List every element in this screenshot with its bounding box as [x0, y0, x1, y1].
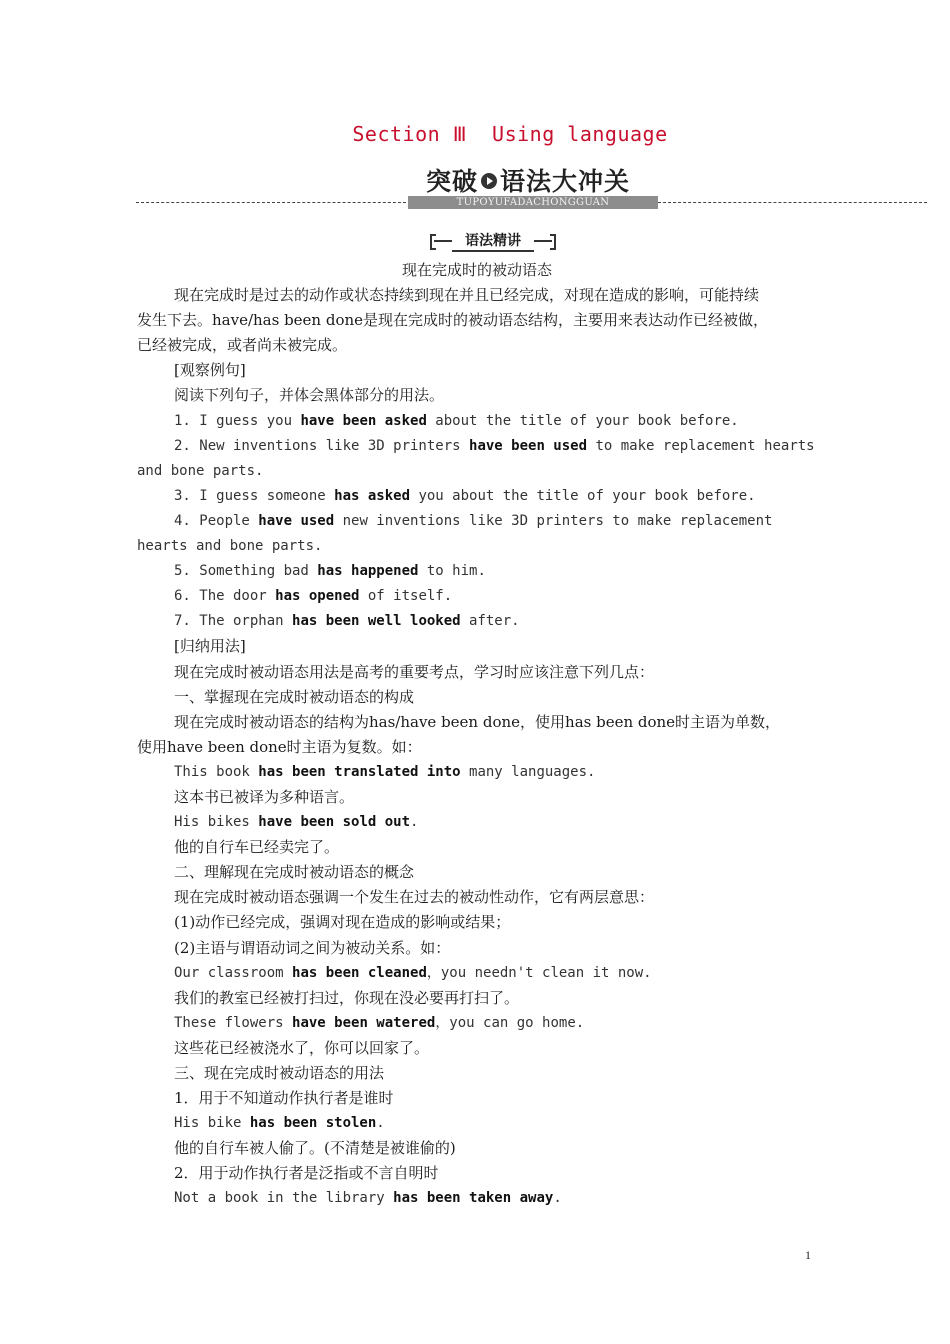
- banner-heading: [426, 163, 630, 197]
- paragraph-line: 使用have been done时主语为复数。如：: [137, 737, 422, 756]
- translation-line: 他的自行车已经卖完了。: [174, 838, 340, 857]
- example-sentence: and bone parts.: [137, 462, 264, 479]
- translation-line: 他的自行车被人偷了。(不清楚是被谁偷的): [174, 1139, 456, 1158]
- paragraph-line: 现在完成时被动语态的结构为has/have been done，使用has been done时主语为单数，: [174, 712, 781, 731]
- section-label: [观察例句]: [174, 361, 246, 380]
- example-sentence: 3. I guess someone has asked you about the title of your book before.: [174, 487, 756, 504]
- example-sentence: Not a book in the library has been taken away.: [174, 1190, 562, 1207]
- paragraph-line: (2)主语与谓语动词之间为被动关系。如：: [174, 938, 451, 957]
- paragraph-line: 现在完成时被动语态用法是高考的重要考点，学习时应该注意下列几点：: [174, 662, 655, 681]
- paragraph-line: 现在完成时是过去的动作或状态持续到现在并且已经完成，对现在造成的影响，可能持续: [174, 286, 760, 305]
- usage-heading: 1．用于不知道动作执行者是谁时: [174, 1089, 394, 1108]
- example-sentence: Our classroom has been cleaned，you needn't clean it now.: [174, 964, 652, 981]
- grammar-subheading: [430, 232, 556, 250]
- banner-divider-right: [658, 202, 927, 203]
- banner-heading-right: 语法大冲关: [500, 167, 631, 196]
- example-sentence: 2. New inventions like 3D printers have been used to make replacement hearts: [174, 437, 815, 454]
- example-sentence: These flowers have been watered，you can go home.: [174, 1014, 585, 1031]
- paragraph-line: 阅读下列句子，并体会黑体部分的用法。: [174, 386, 445, 405]
- bracket-right-icon: [550, 234, 556, 250]
- point-heading: 二、理解现在完成时被动语态的概念: [174, 863, 415, 882]
- example-sentence: 5. Something bad has happened to him.: [174, 563, 486, 580]
- example-sentence: This book has been translated into many languages.: [174, 763, 596, 780]
- grammar-subheading-label: 语法精讲: [465, 233, 521, 249]
- example-sentence: His bike has been stolen.: [174, 1115, 385, 1132]
- example-sentence: 7. The orphan has been well looked after.: [174, 613, 520, 630]
- topic-title: 现在完成时的被动语态: [401, 261, 552, 279]
- point-heading: 一、掌握现在完成时被动语态的构成: [174, 687, 415, 706]
- document-body: [137, 258, 817, 1212]
- example-sentence: 1. I guess you have been asked about the title of your book before.: [174, 412, 739, 429]
- bracket-left-icon: [430, 234, 436, 250]
- paragraph-line: 现在完成时被动语态强调一个发生在过去的被动性动作，它有两层意思：: [174, 888, 655, 907]
- translation-line: 我们的教室已经被打扫过，你现在没必要再打扫了。: [174, 988, 520, 1007]
- paragraph-line: 已经被完成，或者尚未被完成。: [137, 336, 348, 355]
- section-title: Section Ⅲ Using language: [352, 122, 668, 146]
- banner-heading-left: 突破: [426, 167, 479, 196]
- section-label: [归纳用法]: [174, 637, 246, 656]
- point-heading: 三、现在完成时被动语态的用法: [174, 1064, 385, 1082]
- arrow-circle-icon: [481, 173, 497, 189]
- banner-pinyin: TUPOYUFADACHONGGUAN: [408, 196, 658, 209]
- translation-line: 这些花已经被浇水了，你可以回家了。: [174, 1038, 430, 1057]
- usage-heading: 2．用于动作执行者是泛指或不言自明时: [174, 1164, 439, 1183]
- translation-line: 这本书已被译为多种语言。: [174, 787, 355, 806]
- banner-divider-left: [136, 202, 406, 203]
- paragraph-line: 发生下去。have/has been done是现在完成时的被动语态结构，主要用来表达动作已经被做，: [137, 311, 769, 330]
- example-sentence: hearts and bone parts.: [137, 538, 323, 555]
- page-number: 1: [805, 1248, 811, 1262]
- subheading-underline: [452, 250, 534, 252]
- paragraph-line: (1)动作已经完成，强调对现在造成的影响或结果；: [174, 913, 511, 932]
- example-sentence: 4. People have used new inventions like 3D printers to make replacement: [174, 512, 773, 529]
- example-sentence: 6. The door has opened of itself.: [174, 588, 453, 605]
- section-banner: [136, 163, 927, 215]
- example-sentence: His bikes have been sold out.: [174, 814, 419, 831]
